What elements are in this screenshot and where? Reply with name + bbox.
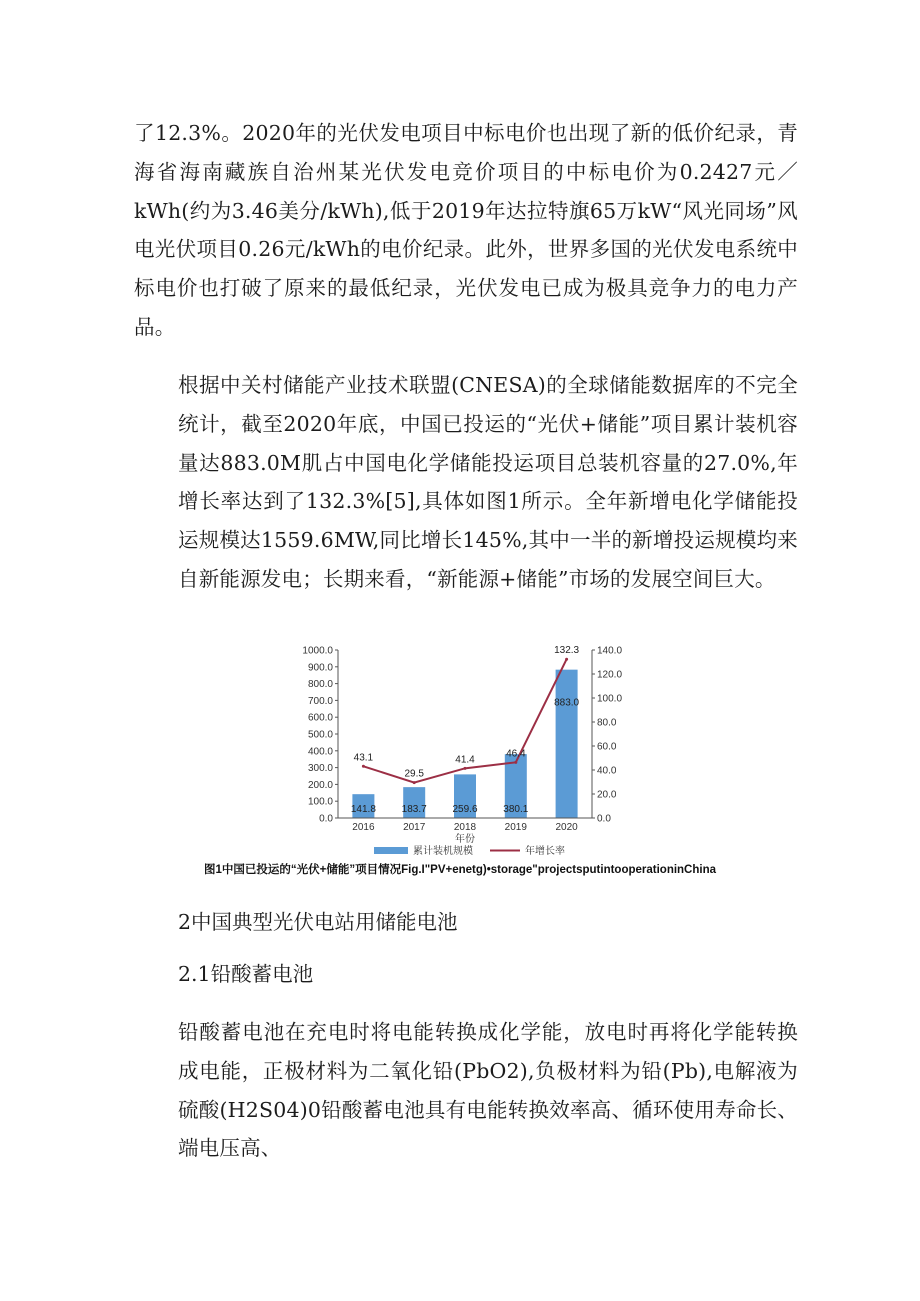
bar-data-label: 259.6 [452,804,478,815]
line-data-label: 46.4 [506,748,526,760]
left-tick-label: 800.0 [307,679,333,691]
right-tick-label: 0.0 [597,813,611,825]
x-tick-label: 2019 [504,822,527,833]
left-tick-label: 200.0 [307,779,333,791]
left-tick-label: 500.0 [307,729,333,741]
left-tick-label: 1000.0 [302,645,333,657]
right-tick-label: 80.0 [597,717,617,729]
left-tick-label: 300.0 [307,763,333,775]
x-tick-label: 2017 [403,822,426,833]
growth-rate-point [362,765,365,768]
right-tick-label: 140.0 [597,645,623,657]
growth-rate-point [514,761,517,764]
paragraph-pv-storage-stats: 根据中关村储能产业技术联盟(CNESA)的全球储能数据库的不完全统计，截至2020年底，中国已投运的“光伏+储能”项目累计装机容量达883.0M肌占中国电化学储能投运项目总装机容量的27.0%,年增长率达到了132.3%[5],具体如图1所示。全年新增电化学储能投运规模达1559.6MW,同比增长145%,其中一半的新增投运规模均来自新能源发电；长期来看，“新能源+储能”市场的发展空间巨大。 [178,373,798,591]
bar-data-label: 141.8 [350,804,376,815]
chart-legend [374,844,565,857]
bar-data-label: 883.0 [554,697,580,709]
figure-caption: 图1中国已投运的“光伏+储能”项目情况Fig.I"PV+enetg)•storage"projectsputintooperationinChina [203,864,717,876]
right-tick-label: 120.0 [597,669,623,681]
right-y-axis [592,646,622,825]
line-data-label: 132.3 [554,645,580,657]
x-tick-label: 2016 [352,822,375,833]
x-axis [338,818,592,845]
paragraph-lead-acid: 铅酸蓄电池在充电时将电能转换成化学能，放电时再将化学能转换成电能，正极材料为二氧化铅(PbO2),负极材料为铅(Pb),电解液为硫酸(H2S04)0铅酸蓄电池具有电能转换效率高、循环使用寿命长、端电压高、 [178,1020,798,1161]
left-y-axis [302,646,338,825]
growth-rate-point [565,658,568,661]
legend-label-line: 年增长率 [525,846,565,857]
growth-rate-point [464,767,467,770]
subsection-heading: 2.1铅酸蓄电池 [178,962,314,986]
section-heading: 2中国典型光伏电站用储能电池 [178,910,458,934]
right-tick-label: 60.0 [597,741,617,753]
bar-data-label: 183.7 [401,804,427,815]
left-tick-label: 100.0 [307,796,333,808]
left-tick-label: 900.0 [307,662,333,674]
x-tick-label: 2020 [555,822,578,833]
growth-rate-point [413,781,416,784]
line-data-label: 43.1 [353,752,374,764]
right-tick-label: 100.0 [597,693,623,705]
left-tick-label: 600.0 [307,712,333,724]
paragraph-solar-bid-price: 了12.3%。2020年的光伏发电项目中标电价也出现了新的低价纪录，青海省海南藏族自治州某光伏发电竞价项目的中标电价为0.2427元／kWh(约为3.46美分/kWh),低于2019年达拉特旗65万kW“风光同场”风电光伏项目0.26元/kWh的电价纪录。此外，世界多国的光伏发电系统中标电价也打破了原来的最低纪录，光伏发电已成为极具竞争力的电力产品。 [134,121,798,339]
left-tick-label: 400.0 [307,746,333,758]
right-tick-label: 40.0 [597,765,617,777]
pv-storage-chart [290,638,630,860]
bar-data-label: 380.1 [503,804,529,815]
x-axis-title: 年份 [455,834,475,845]
left-tick-label: 0.0 [319,813,333,825]
right-tick-label: 20.0 [597,789,617,801]
line-data-label: 41.4 [455,754,475,766]
line-series [354,645,580,784]
bar [556,670,578,818]
x-tick-label: 2018 [453,822,477,833]
line-data-label: 29.5 [404,768,424,780]
left-tick-label: 700.0 [307,695,333,707]
legend-swatch-bar [374,847,408,854]
legend-label-bar: 累计装机规模 [413,846,473,857]
bar-series [351,670,580,818]
